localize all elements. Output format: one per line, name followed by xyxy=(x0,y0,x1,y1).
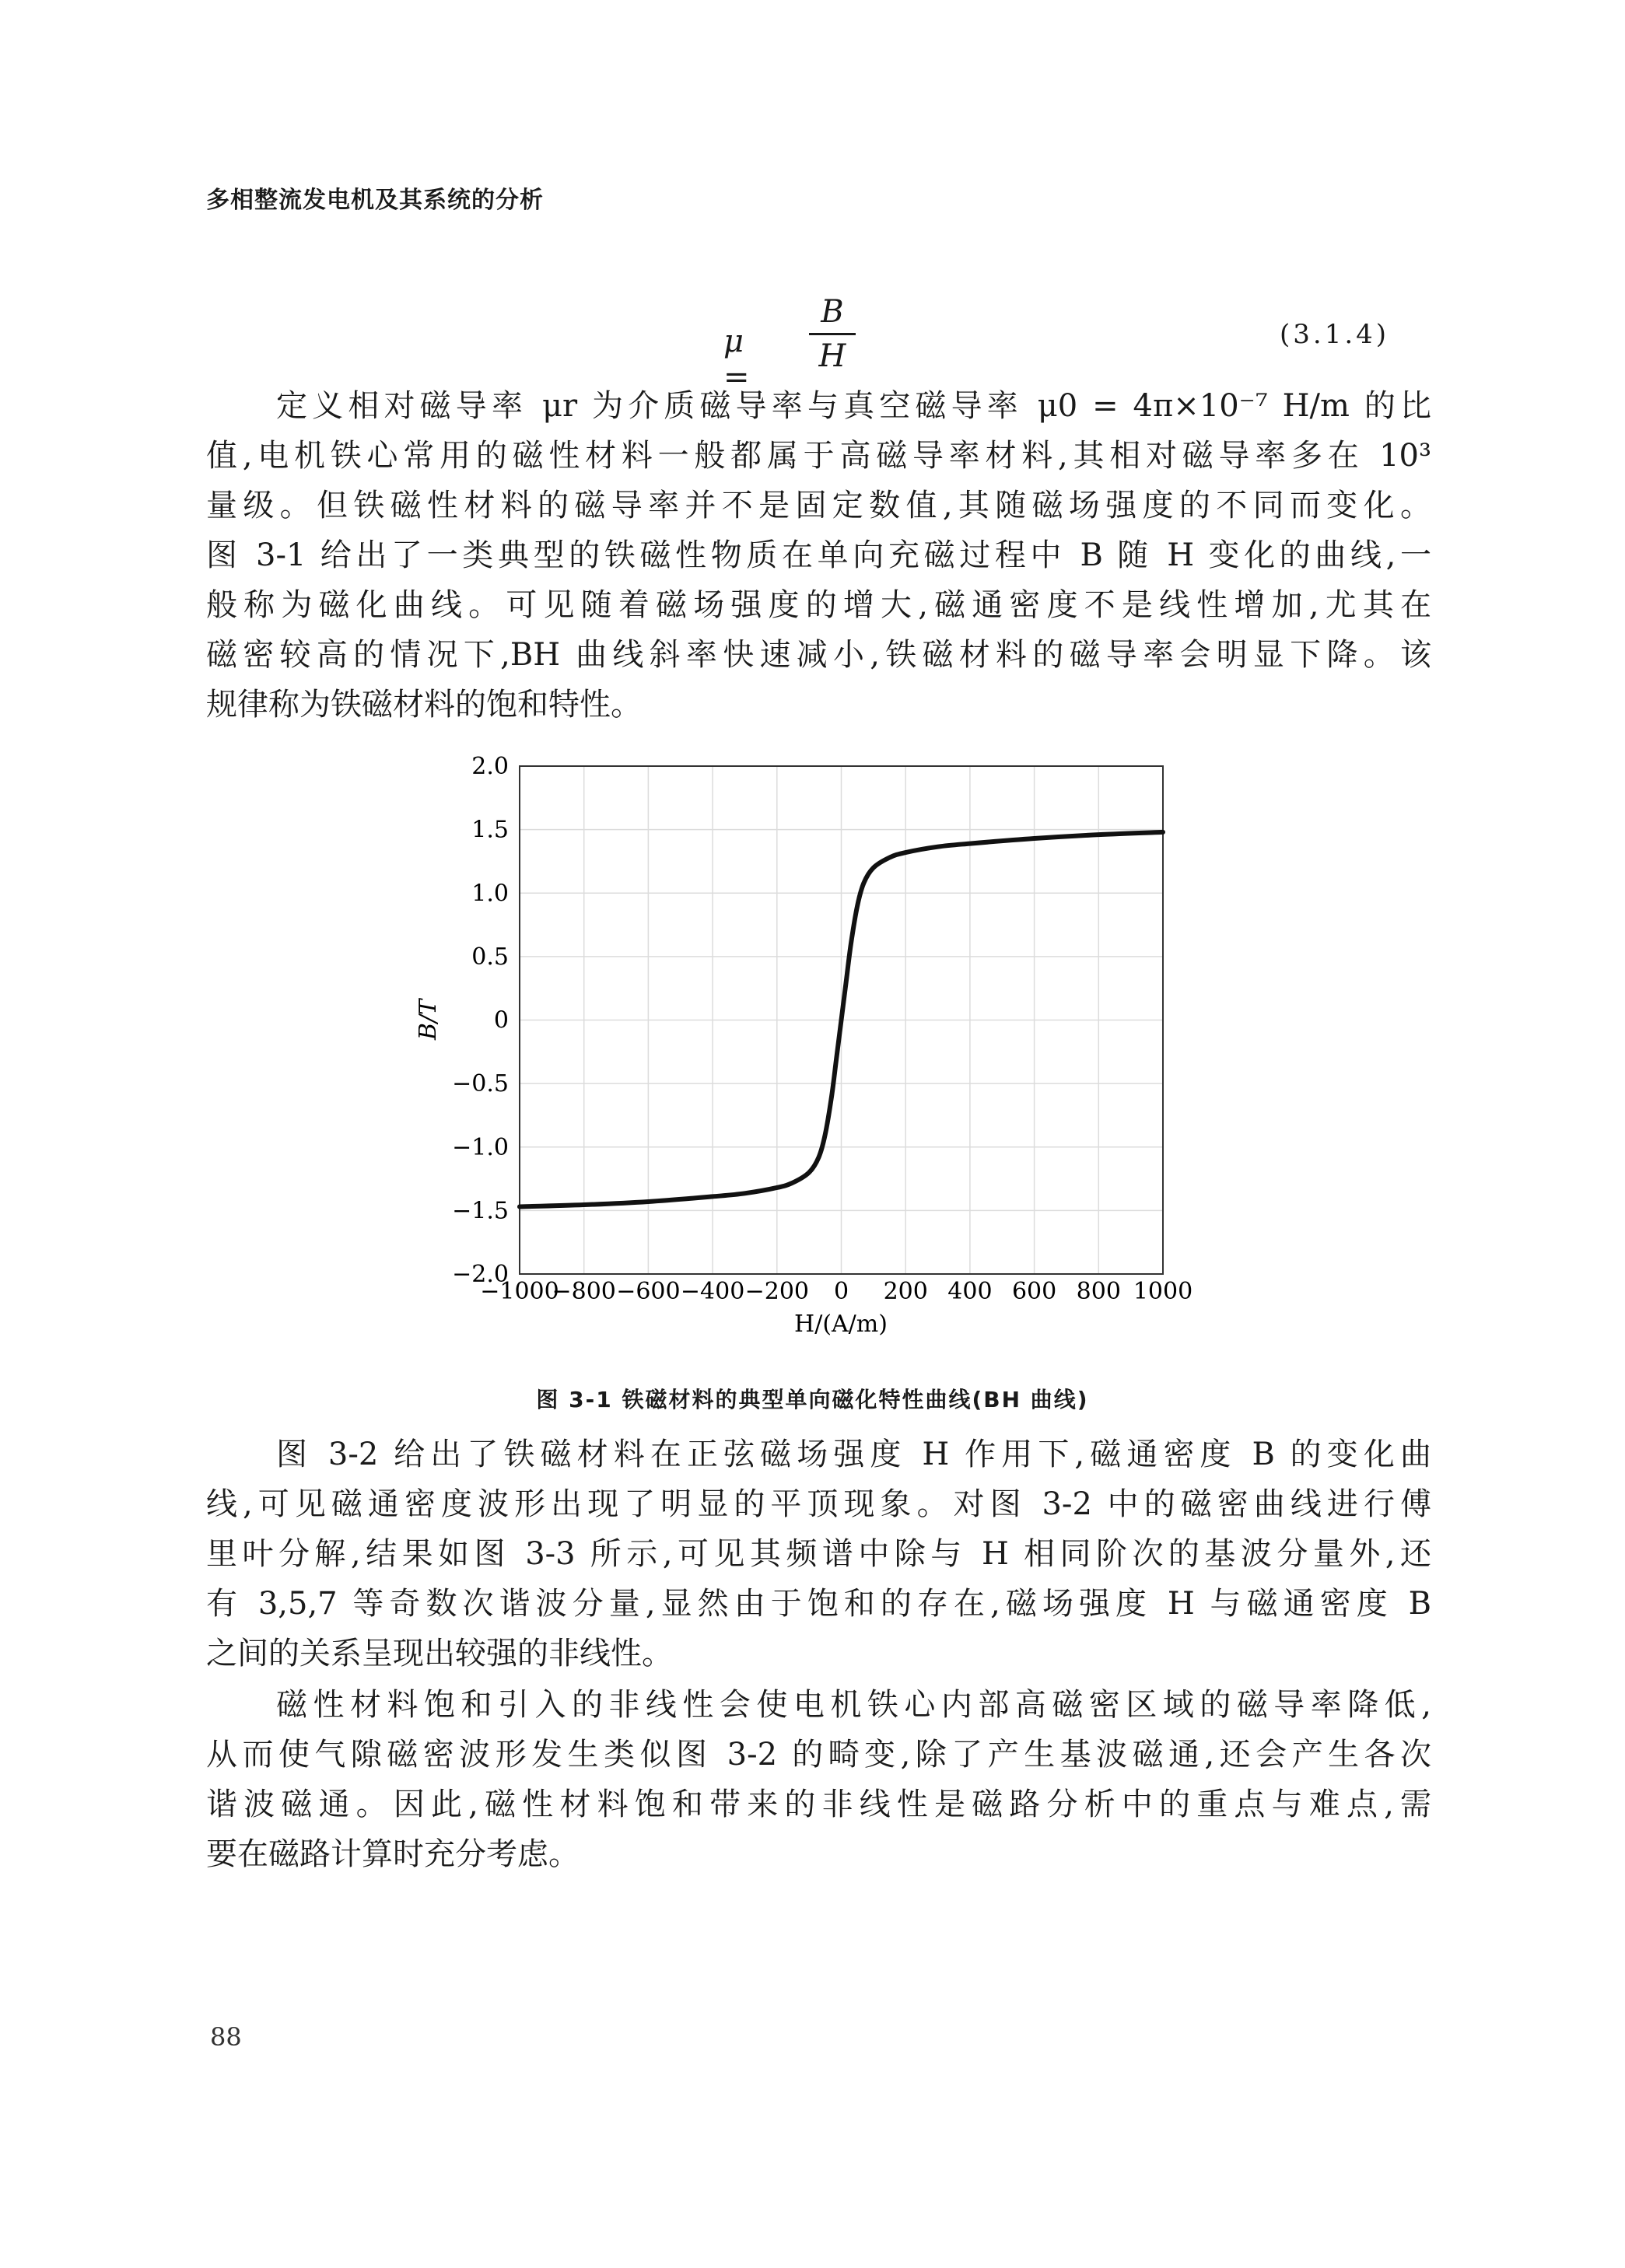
y-tick-label: −0.5 xyxy=(452,1070,509,1098)
text-line: 有 3,5,7 等奇数次谐波分量,显然由于饱和的存在,磁场强度 H 与磁通密度 B xyxy=(206,1586,1431,1622)
paragraph-2 xyxy=(206,1430,1431,1678)
x-tick-label: 200 xyxy=(883,1278,928,1305)
x-tick-label: −1000 xyxy=(480,1278,559,1305)
equation-number: (3.1.4) xyxy=(1280,319,1390,350)
fraction-denominator: H xyxy=(818,338,846,374)
figure-caption: 图 3-1 铁磁材料的典型单向磁化特性曲线(BH 曲线) xyxy=(536,1387,1089,1412)
equation-lhs: μ = xyxy=(723,324,750,395)
text-line: 磁密较高的情况下,BH 曲线斜率快速减小,铁磁材料的磁导率会明显下降。该 xyxy=(206,637,1431,673)
text-line: 规律称为铁磁材料的饱和特性。 xyxy=(206,687,642,723)
fraction-numerator: B xyxy=(821,294,844,330)
fraction-bar xyxy=(809,333,856,335)
x-axis-label: H/(A/m) xyxy=(794,1311,888,1338)
x-tick-label: −200 xyxy=(744,1278,810,1305)
text-line: 从而使气隙磁密波形发生类似图 3-2 的畸变,除了产生基波磁通,还会产生各次 xyxy=(206,1737,1431,1773)
x-tick-label: −400 xyxy=(680,1278,745,1305)
x-tick-label: −800 xyxy=(552,1278,616,1305)
text-line: 图 3-2 给出了铁磁材料在正弦磁场强度 H 作用下,磁通密度 B 的变化曲 xyxy=(276,1437,1431,1472)
y-tick-label: 2.0 xyxy=(471,753,509,780)
y-tick-label: 1.0 xyxy=(471,880,509,908)
text-line: 般称为磁化曲线。可见随着磁场强度的增大,磁通密度不是线性增加,尤其在 xyxy=(206,587,1431,623)
y-axis-label: B/T xyxy=(415,999,442,1041)
y-tick-label: −2.0 xyxy=(452,1261,509,1288)
bh-curve-chart xyxy=(404,747,1198,1361)
text-line: 图 3-1 给出了一类典型的铁磁性物质在单向充磁过程中 B 随 H 变化的曲线,一 xyxy=(206,537,1431,573)
x-tick-label: −600 xyxy=(616,1278,681,1305)
x-tick-label: 0 xyxy=(833,1278,849,1305)
text-line: 磁性材料饱和引入的非线性会使电机铁心内部高磁密区域的磁导率降低, xyxy=(276,1687,1431,1723)
paragraph-1 xyxy=(206,381,1431,730)
text-line: 谐波磁通。因此,磁性材料饱和带来的非线性是磁路分析中的重点与难点,需 xyxy=(206,1787,1431,1822)
x-tick-label: 1000 xyxy=(1133,1278,1193,1305)
y-tick-label: 0 xyxy=(493,1006,509,1034)
y-tick-label: −1.0 xyxy=(452,1133,509,1161)
running-header: 多相整流发电机及其系统的分析 xyxy=(206,187,544,214)
y-tick-label: 0.5 xyxy=(471,943,509,971)
text-line: 量级。但铁磁性材料的磁导率并不是固定数值,其随磁场强度的不同而变化。 xyxy=(206,488,1431,523)
y-tick-labels xyxy=(452,753,509,1288)
text-line: 值,电机铁心常用的磁性材料一般都属于高磁导率材料,其相对磁导率多在 10³ xyxy=(206,438,1431,474)
text-line: 线,可见磁通密度波形出现了明显的平顶现象。对图 3-2 中的磁密曲线进行傅 xyxy=(206,1486,1431,1522)
x-tick-label: 400 xyxy=(947,1278,993,1305)
x-tick-label: 800 xyxy=(1076,1278,1121,1305)
page-number: 88 xyxy=(210,2022,242,2052)
y-tick-label: −1.5 xyxy=(452,1197,509,1225)
paragraph-3 xyxy=(206,1680,1431,1879)
y-tick-label: 1.5 xyxy=(471,816,509,844)
fraction xyxy=(809,294,856,374)
x-tick-labels xyxy=(480,1278,1192,1305)
x-tick-label: 600 xyxy=(1011,1278,1057,1305)
text-line: 要在磁路计算时充分考虑。 xyxy=(206,1836,580,1872)
text-line: 之间的关系呈现出较强的非线性。 xyxy=(206,1636,673,1671)
text-line: 里叶分解,结果如图 3-3 所示,可见其频谱中除与 H 相同阶次的基波分量外,还 xyxy=(206,1536,1431,1572)
text-line: 定义相对磁导率 μr 为介质磁导率与真空磁导率 μ0 = 4π×10⁻⁷ H/m 的比 xyxy=(276,388,1431,424)
